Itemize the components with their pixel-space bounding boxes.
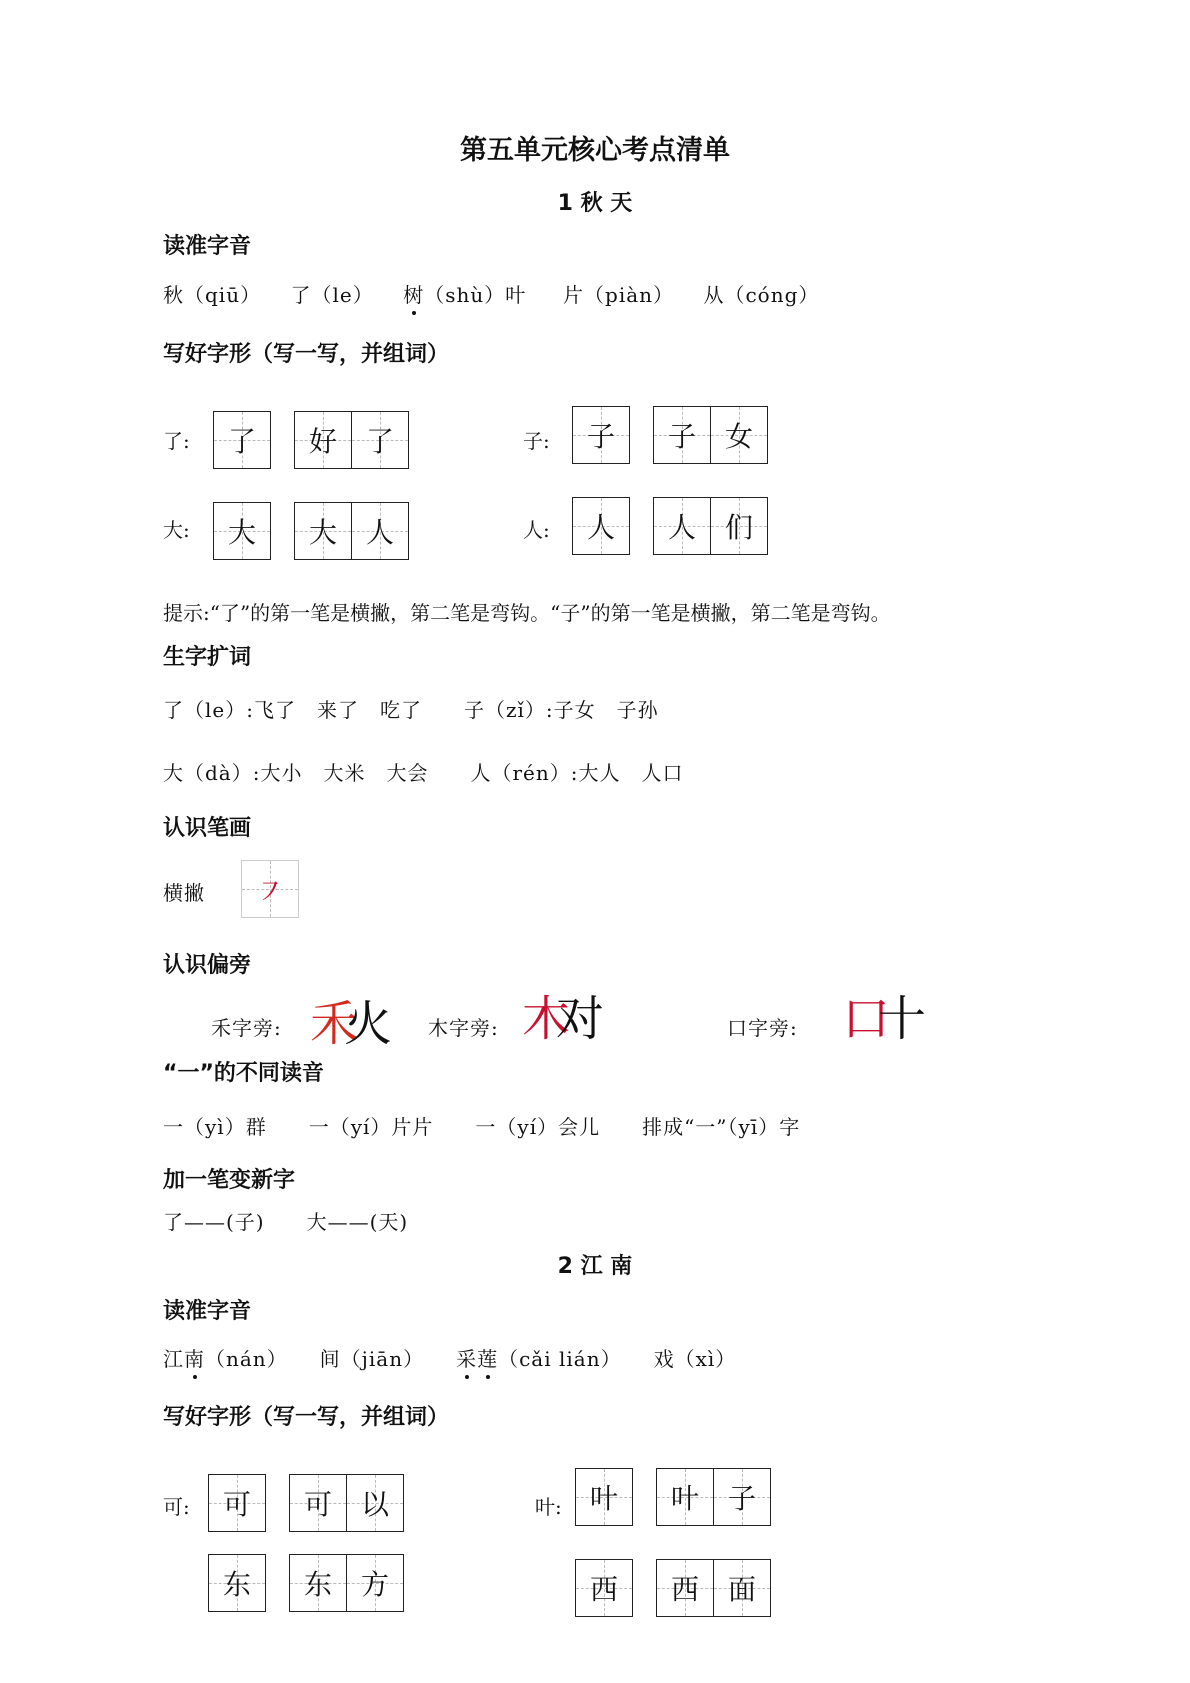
writing-cell: 大 [213,502,271,560]
writing-cell: 东 [289,1554,347,1612]
writing-grid-single [208,1474,266,1532]
writing-grid-single [572,406,630,464]
writing-cell: 面 [714,1559,771,1617]
read-item-dotted: 树 [403,279,424,308]
writing-cell: 叶 [656,1468,714,1526]
radical-label: 木字旁: [428,1016,499,1040]
radical-example-shu: 木对 [522,991,605,1047]
radical-label: 禾字旁: [211,1016,282,1040]
writing-grid-single [208,1554,266,1612]
writing-grid-pair [653,497,768,555]
writing-grid-pair [656,1468,771,1526]
read-item: 片（piàn） [563,283,675,307]
write-label: 叶: [535,1495,562,1519]
lesson-2-read-line: 江南（nán） 间（jiān） 采莲（cǎi lián） 戏（xì） [163,1343,736,1372]
writing-cell: 子 [714,1468,771,1526]
lesson-2-write-heading: 写好字形（写一写，并组词） [163,1405,450,1430]
lesson-1-yi-heading: “一”的不同读音 [163,1061,324,1086]
expand-line: 了（le）:飞了 来了 吃了 子（zǐ）:子女 子孙 [163,698,659,722]
writing-grid-single [213,502,271,560]
write-label: 人: [523,518,550,542]
writing-cell: 人 [653,497,711,555]
writing-grid-single [575,1559,633,1617]
stroke-cell [241,860,299,918]
writing-cell: 人 [572,497,630,555]
writing-cell: 可 [208,1474,266,1532]
writing-cell: 们 [711,497,768,555]
writing-grid-pair [289,1554,404,1612]
writing-grid-single [575,1468,633,1526]
writing-grid-pair [656,1559,771,1617]
lesson-2-title: 2 江 南 [557,1254,633,1279]
heng-pie-stroke-icon: ㇇ [255,875,285,910]
yi-line: 一（yì）群 一（yí）片片 一（yí）会儿 排成“一”（yī）字 [163,1115,801,1139]
radical-example-qiu: 禾火 [310,996,393,1052]
writing-cell: 大 [294,502,352,560]
write-label: 子: [523,429,550,453]
stroke-grid [241,860,299,918]
writing-grid-pair [294,411,409,469]
writing-cell: 西 [575,1559,633,1617]
stroke-tip: 提示:“了”的第一笔是横撇，第二笔是弯钩。“子”的第一笔是横撇，第二笔是弯钩。 [163,601,891,625]
writing-cell: 子 [653,406,711,464]
lesson-1-radical-heading: 认识偏旁 [163,953,252,978]
lesson-1-read-heading: 读准字音 [163,234,252,259]
writing-cell: 人 [352,502,409,560]
writing-grid-pair [289,1474,404,1532]
page-title: 第五单元核心考点清单 [460,135,730,166]
read-item: （shù）叶 [424,283,527,307]
writing-grid-pair [653,406,768,464]
writing-cell: 东 [208,1554,266,1612]
write-label: 了: [163,429,190,453]
stroke-name: 横撇 [163,881,205,905]
writing-cell: 好 [294,411,352,469]
read-item: 秋（qiū） [163,283,262,307]
radical-label: 口字旁: [727,1016,798,1040]
writing-grid-single [572,497,630,555]
radical-example-ye: 口十 [842,991,927,1047]
lesson-1-read-line [163,279,819,308]
read-item: 了（le） [290,283,374,307]
writing-cell: 女 [711,406,768,464]
expand-line: 大（dà）:大小 大米 大会 人（rén）:大人 人口 [163,761,684,785]
lesson-1-add-heading: 加一笔变新字 [163,1168,296,1193]
writing-cell: 以 [347,1474,404,1532]
writing-cell: 子 [572,406,630,464]
lesson-1-title: 1 秋 天 [557,191,633,216]
writing-cell: 了 [213,411,271,469]
add-line: 了——(子) 大——(天) [163,1210,409,1234]
writing-grid-single [213,411,271,469]
writing-cell: 可 [289,1474,347,1532]
write-label: 可: [163,1495,190,1519]
lesson-2-read-heading: 读准字音 [163,1299,252,1324]
writing-cell: 方 [347,1554,404,1612]
writing-cell: 西 [656,1559,714,1617]
lesson-1-write-heading: 写好字形（写一写，并组词） [163,342,450,367]
lesson-1-stroke-heading: 认识笔画 [163,816,252,841]
read-item: 从（cóng） [703,283,820,307]
lesson-1-expand-heading: 生字扩词 [163,645,252,670]
writing-cell: 了 [352,411,409,469]
write-label: 大: [163,518,190,542]
writing-grid-pair [294,502,409,560]
writing-cell: 叶 [575,1468,633,1526]
